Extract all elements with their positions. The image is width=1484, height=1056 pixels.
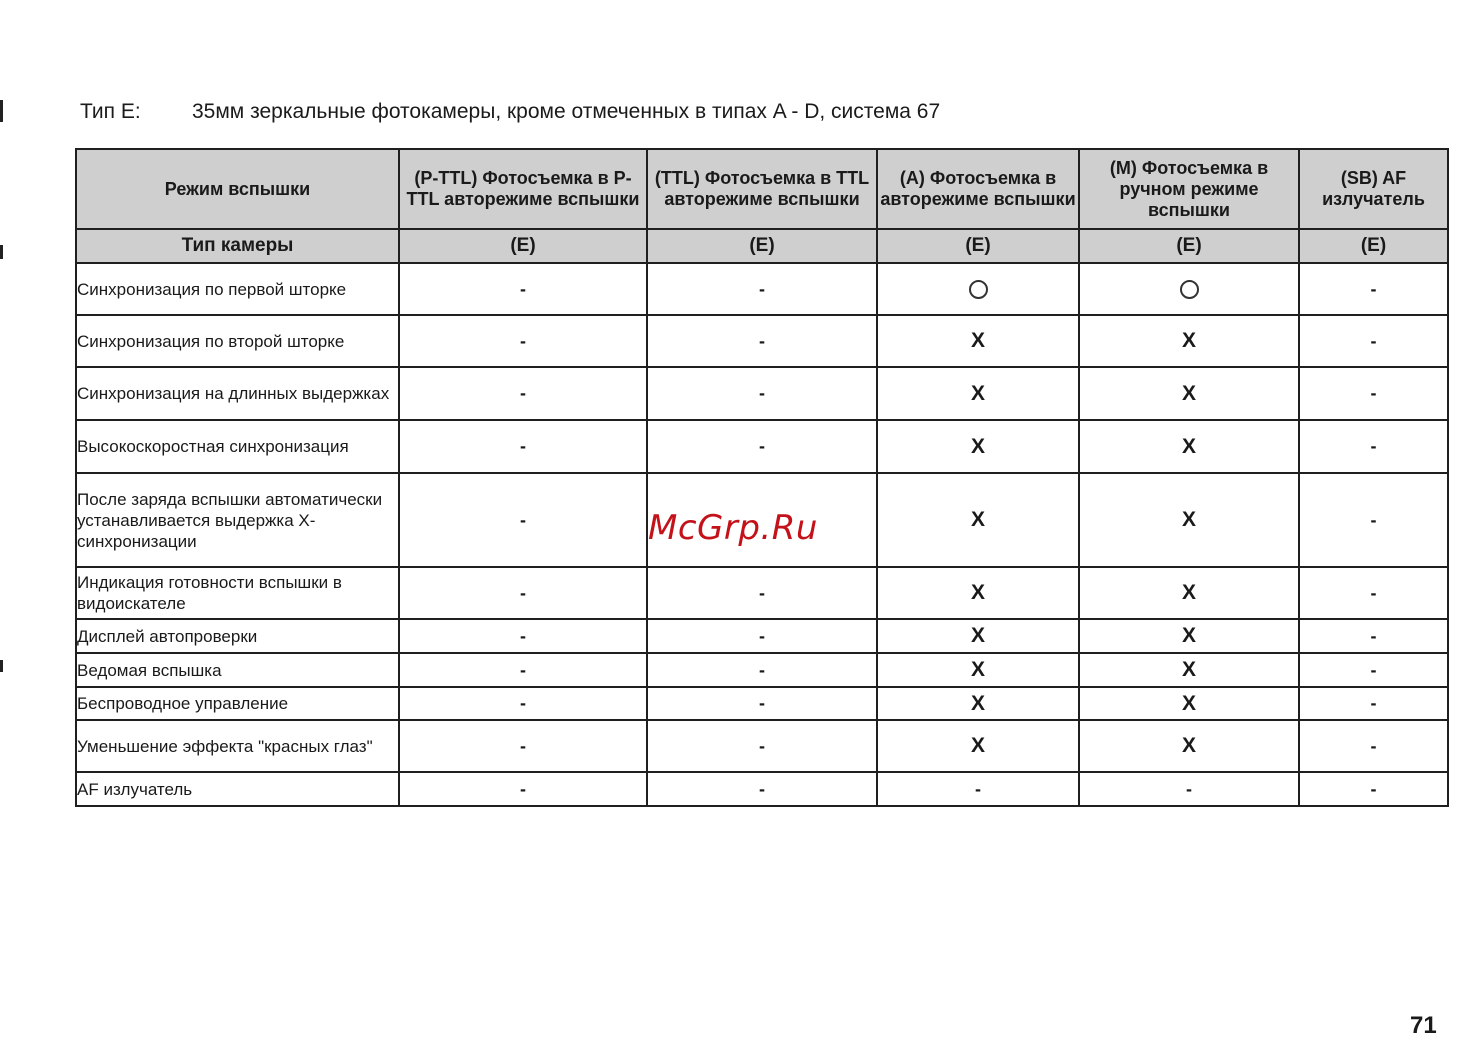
- not-applicable-dash: -: [759, 436, 765, 456]
- not-applicable-dash: -: [759, 383, 765, 403]
- not-applicable-dash: -: [1370, 278, 1377, 299]
- header-manual: (M) Фотосъемка в ручном режиме вспышки: [1079, 149, 1299, 229]
- value-cell: [1299, 315, 1448, 367]
- not-supported-cross: X: [1181, 691, 1196, 715]
- subheader-type-e: (E): [877, 229, 1079, 263]
- value-cell: [399, 473, 647, 567]
- subheader-type-e: (E): [1299, 229, 1448, 263]
- value-cell: [1299, 473, 1448, 567]
- table-row: [76, 567, 1448, 619]
- not-supported-cross: X: [970, 624, 985, 647]
- not-applicable-dash: -: [1370, 509, 1377, 530]
- not-applicable-dash: -: [975, 778, 981, 799]
- not-applicable-dash: -: [1370, 693, 1377, 713]
- flash-mode-table: [75, 148, 1449, 807]
- feature-cell: Индикация готовности вспышки в видоискателе: [76, 567, 399, 619]
- value-cell: [1299, 687, 1448, 720]
- scan-edge-mark: [0, 245, 3, 259]
- value-cell: [399, 567, 647, 619]
- value-cell: [1079, 720, 1299, 772]
- not-supported-cross: X: [1181, 508, 1196, 531]
- scan-edge-mark: [0, 100, 3, 122]
- value-cell: [877, 720, 1079, 772]
- not-applicable-dash: -: [520, 625, 526, 646]
- value-cell: [1299, 263, 1448, 315]
- not-applicable-dash: -: [759, 735, 765, 756]
- not-supported-cross: X: [1181, 381, 1196, 405]
- value-cell: [1079, 772, 1299, 806]
- feature-cell: Синхронизация по второй шторке: [76, 315, 399, 367]
- not-applicable-dash: -: [1370, 436, 1377, 456]
- header-pttl: (P-TTL) Фотосъемка в P-TTL авторежиме вспышки: [399, 149, 647, 229]
- value-cell: [399, 653, 647, 687]
- not-supported-cross: X: [1181, 434, 1196, 458]
- not-applicable-dash: -: [759, 693, 765, 713]
- not-applicable-dash: -: [759, 582, 765, 603]
- value-cell: [877, 367, 1079, 420]
- subheader-type-e: (E): [1079, 229, 1299, 263]
- not-supported-cross: X: [1181, 734, 1196, 757]
- value-cell: [399, 619, 647, 653]
- not-supported-cross: X: [970, 434, 985, 458]
- feature-cell: Беспроводное управление: [76, 687, 399, 720]
- not-applicable-dash: -: [1370, 582, 1377, 603]
- value-cell: [1299, 772, 1448, 806]
- not-applicable-dash: -: [1370, 625, 1377, 646]
- value-cell: [1079, 263, 1299, 315]
- table-row: [76, 420, 1448, 473]
- feature-cell: Уменьшение эффекта "красных глаз": [76, 720, 399, 772]
- value-cell: [877, 420, 1079, 473]
- not-applicable-dash: -: [1370, 383, 1377, 403]
- subheader-type-e: (E): [647, 229, 877, 263]
- table-row: [76, 619, 1448, 653]
- value-cell: [877, 315, 1079, 367]
- watermark-text: McGrp.Ru: [648, 508, 818, 548]
- not-applicable-dash: -: [520, 659, 526, 680]
- heading-type-label: Тип E:: [80, 100, 141, 123]
- not-supported-cross: X: [970, 508, 985, 531]
- value-cell: [1079, 367, 1299, 420]
- not-applicable-dash: -: [1186, 778, 1192, 799]
- value-cell: [647, 420, 877, 473]
- value-cell: [1079, 567, 1299, 619]
- header-flash-mode: Режим вспышки: [76, 149, 399, 229]
- not-applicable-dash: -: [520, 509, 526, 530]
- value-cell: [1079, 420, 1299, 473]
- not-applicable-dash: -: [520, 330, 526, 351]
- value-cell: [1079, 653, 1299, 687]
- value-cell: [1299, 420, 1448, 473]
- value-cell: [877, 619, 1079, 653]
- header-af-illuminator: (SB) AF излучатель: [1299, 149, 1448, 229]
- feature-cell: Синхронизация по первой шторке: [76, 263, 399, 315]
- value-cell: [1299, 367, 1448, 420]
- not-supported-cross: X: [1181, 581, 1196, 604]
- not-supported-cross: X: [1181, 624, 1196, 647]
- feature-cell: Ведомая вспышка: [76, 653, 399, 687]
- value-cell: [877, 687, 1079, 720]
- feature-cell: Дисплей автопроверки: [76, 619, 399, 653]
- table-row: [76, 263, 1448, 315]
- value-cell: [1299, 653, 1448, 687]
- header-row: [76, 149, 1448, 229]
- table-row: [76, 653, 1448, 687]
- value-cell: [647, 263, 877, 315]
- not-applicable-dash: -: [759, 659, 765, 680]
- value-cell: [399, 772, 647, 806]
- not-applicable-dash: -: [1370, 330, 1377, 351]
- not-supported-cross: X: [970, 658, 985, 681]
- not-supported-cross: X: [1181, 658, 1196, 681]
- table-row: [76, 720, 1448, 772]
- header-ttl: (TTL) Фотосъемка в TTL авторежиме вспышки: [647, 149, 877, 229]
- supported-circle-icon: [969, 280, 988, 299]
- subheader-camera-type: Тип камеры: [76, 229, 399, 263]
- not-supported-cross: X: [970, 329, 985, 352]
- not-applicable-dash: -: [520, 778, 526, 799]
- table-row: [76, 772, 1448, 806]
- value-cell: [877, 772, 1079, 806]
- not-applicable-dash: -: [1370, 735, 1377, 756]
- value-cell: [877, 653, 1079, 687]
- not-supported-cross: X: [970, 691, 985, 715]
- not-applicable-dash: -: [1370, 659, 1377, 680]
- value-cell: [1079, 473, 1299, 567]
- value-cell: [877, 473, 1079, 567]
- not-applicable-dash: -: [759, 330, 765, 351]
- not-applicable-dash: -: [520, 278, 526, 299]
- not-supported-cross: X: [970, 734, 985, 757]
- not-applicable-dash: -: [759, 625, 765, 646]
- not-supported-cross: X: [1181, 329, 1196, 352]
- value-cell: [647, 720, 877, 772]
- value-cell: [399, 420, 647, 473]
- feature-cell: После заряда вспышки автоматически устанавливается выдержка X-синхронизации: [76, 473, 399, 567]
- value-cell: [647, 567, 877, 619]
- value-cell: [399, 687, 647, 720]
- value-cell: [1299, 567, 1448, 619]
- subheader-type-e: (E): [399, 229, 647, 263]
- value-cell: [399, 315, 647, 367]
- feature-cell: Синхронизация на длинных выдержках: [76, 367, 399, 420]
- value-cell: [1299, 619, 1448, 653]
- subheader-row: [76, 229, 1448, 263]
- value-cell: [399, 720, 647, 772]
- page-number: 71: [1410, 1012, 1437, 1039]
- not-applicable-dash: -: [520, 383, 526, 403]
- not-applicable-dash: -: [520, 582, 526, 603]
- value-cell: [647, 772, 877, 806]
- table-row: [76, 367, 1448, 420]
- value-cell: [399, 367, 647, 420]
- value-cell: [647, 367, 877, 420]
- not-applicable-dash: -: [520, 735, 526, 756]
- table-row: [76, 687, 1448, 720]
- value-cell: [399, 263, 647, 315]
- not-applicable-dash: -: [520, 693, 526, 713]
- value-cell: [647, 653, 877, 687]
- not-applicable-dash: -: [759, 778, 765, 799]
- value-cell: [1079, 315, 1299, 367]
- heading-text: 35мм зеркальные фотокамеры, кроме отмеченных в типах A - D, система 67: [192, 100, 941, 123]
- not-supported-cross: X: [970, 581, 985, 604]
- feature-cell: Высокоскоростная синхронизация: [76, 420, 399, 473]
- feature-cell: AF излучатель: [76, 772, 399, 806]
- value-cell: [647, 619, 877, 653]
- value-cell: [647, 315, 877, 367]
- value-cell: [877, 567, 1079, 619]
- supported-circle-icon: [1180, 280, 1199, 299]
- not-applicable-dash: -: [1370, 778, 1377, 799]
- not-supported-cross: X: [970, 381, 985, 405]
- not-applicable-dash: -: [520, 436, 526, 456]
- header-auto: (A) Фотосъемка в авторежиме вспышки: [877, 149, 1079, 229]
- table-row: [76, 315, 1448, 367]
- scan-edge-mark: [0, 660, 3, 672]
- value-cell: [1079, 687, 1299, 720]
- value-cell: [647, 687, 877, 720]
- value-cell: [1299, 720, 1448, 772]
- not-applicable-dash: -: [759, 278, 765, 299]
- value-cell: [1079, 619, 1299, 653]
- value-cell: [877, 263, 1079, 315]
